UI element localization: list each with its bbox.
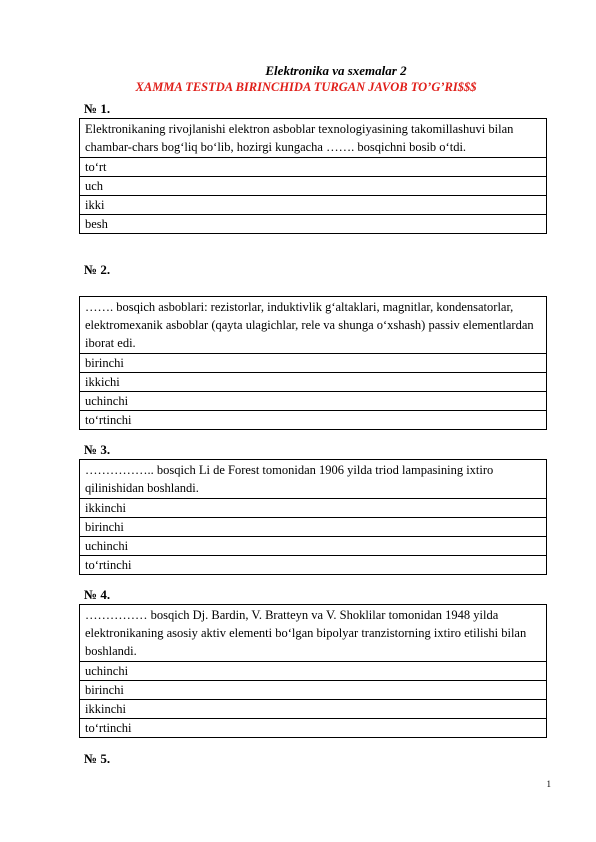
question-4-number: № 4. (84, 587, 111, 602)
option-4-2[interactable]: birinchi (80, 681, 547, 700)
option-4-1[interactable]: uchinchi (80, 662, 547, 681)
question-3-text: …………….. bosqich Li de Forest tomonidan 1906 yilda triod lampasining ixtiro qilinishidan boshlandi. (80, 460, 547, 499)
option-1-1[interactable]: to‘rt (80, 158, 547, 177)
option-row (80, 518, 547, 537)
question-5-number: № 5. (84, 751, 111, 766)
option-row (80, 499, 547, 518)
option-1-2[interactable]: uch (80, 177, 547, 196)
option-row (80, 354, 547, 373)
question-1-table (79, 118, 547, 234)
option-row (80, 681, 547, 700)
option-2-1[interactable]: birinchi (80, 354, 547, 373)
question-row (80, 605, 547, 662)
question-3-number: № 3. (84, 442, 111, 457)
option-row (80, 556, 547, 575)
question-1-number: № 1. (84, 101, 111, 116)
question-2-table (79, 296, 547, 430)
page-number: 1 (546, 779, 551, 789)
question-4-text: …………… bosqich Dj. Bardin, V. Bratteyn va V. Shoklilar tomonidan 1948 yilda elektronikaning asosiy aktiv elementi bo‘lgan bipolyar tranzistorning ixtiro etilishi bilan boshlandi. (80, 605, 547, 662)
option-1-3[interactable]: ikki (80, 196, 547, 215)
option-row (80, 662, 547, 681)
document-title: Elektronika va sxemalar 2 (265, 63, 407, 78)
option-row (80, 411, 547, 430)
option-row (80, 177, 547, 196)
option-row (80, 158, 547, 177)
option-row (80, 719, 547, 738)
option-3-4[interactable]: to‘rtinchi (80, 556, 547, 575)
option-4-4[interactable]: to‘rtinchi (80, 719, 547, 738)
option-row (80, 215, 547, 234)
option-2-3[interactable]: uchinchi (80, 392, 547, 411)
option-row (80, 537, 547, 556)
option-row (80, 373, 547, 392)
option-2-2[interactable]: ikkichi (80, 373, 547, 392)
question-2-number: № 2. (84, 262, 111, 277)
question-row (80, 119, 547, 158)
question-row (80, 460, 547, 499)
option-1-4[interactable]: besh (80, 215, 547, 234)
question-4-table (79, 604, 547, 738)
option-row (80, 392, 547, 411)
question-2-text: ……. bosqich asboblari: rezistorlar, induktivlik g‘altaklari, magnitlar, kondensatorlar, elektromexanik asboblar (qayta ulagichlar, rele va shunga o‘xshash) passiv elementlardan iborat edi. (80, 297, 547, 354)
option-3-2[interactable]: birinchi (80, 518, 547, 537)
option-3-1[interactable]: ikkinchi (80, 499, 547, 518)
option-3-3[interactable]: uchinchi (80, 537, 547, 556)
option-row (80, 196, 547, 215)
question-1-text: Elektronikaning rivojlanishi elektron asboblar texnologiyasining takomillashuvi bilan chambar-chars bog‘liq bo‘lib, hozirgi kungacha ……. bosqichni bosib o‘tdi. (80, 119, 547, 158)
option-4-3[interactable]: ikkinchi (80, 700, 547, 719)
question-row (80, 297, 547, 354)
option-2-4[interactable]: to‘rtinchi (80, 411, 547, 430)
question-3-table (79, 459, 547, 575)
option-row (80, 700, 547, 719)
document-subtitle: XAMMA TESTDA BIRINCHIDA TURGAN JAVOB TO’G’RI$$$ (135, 80, 477, 94)
